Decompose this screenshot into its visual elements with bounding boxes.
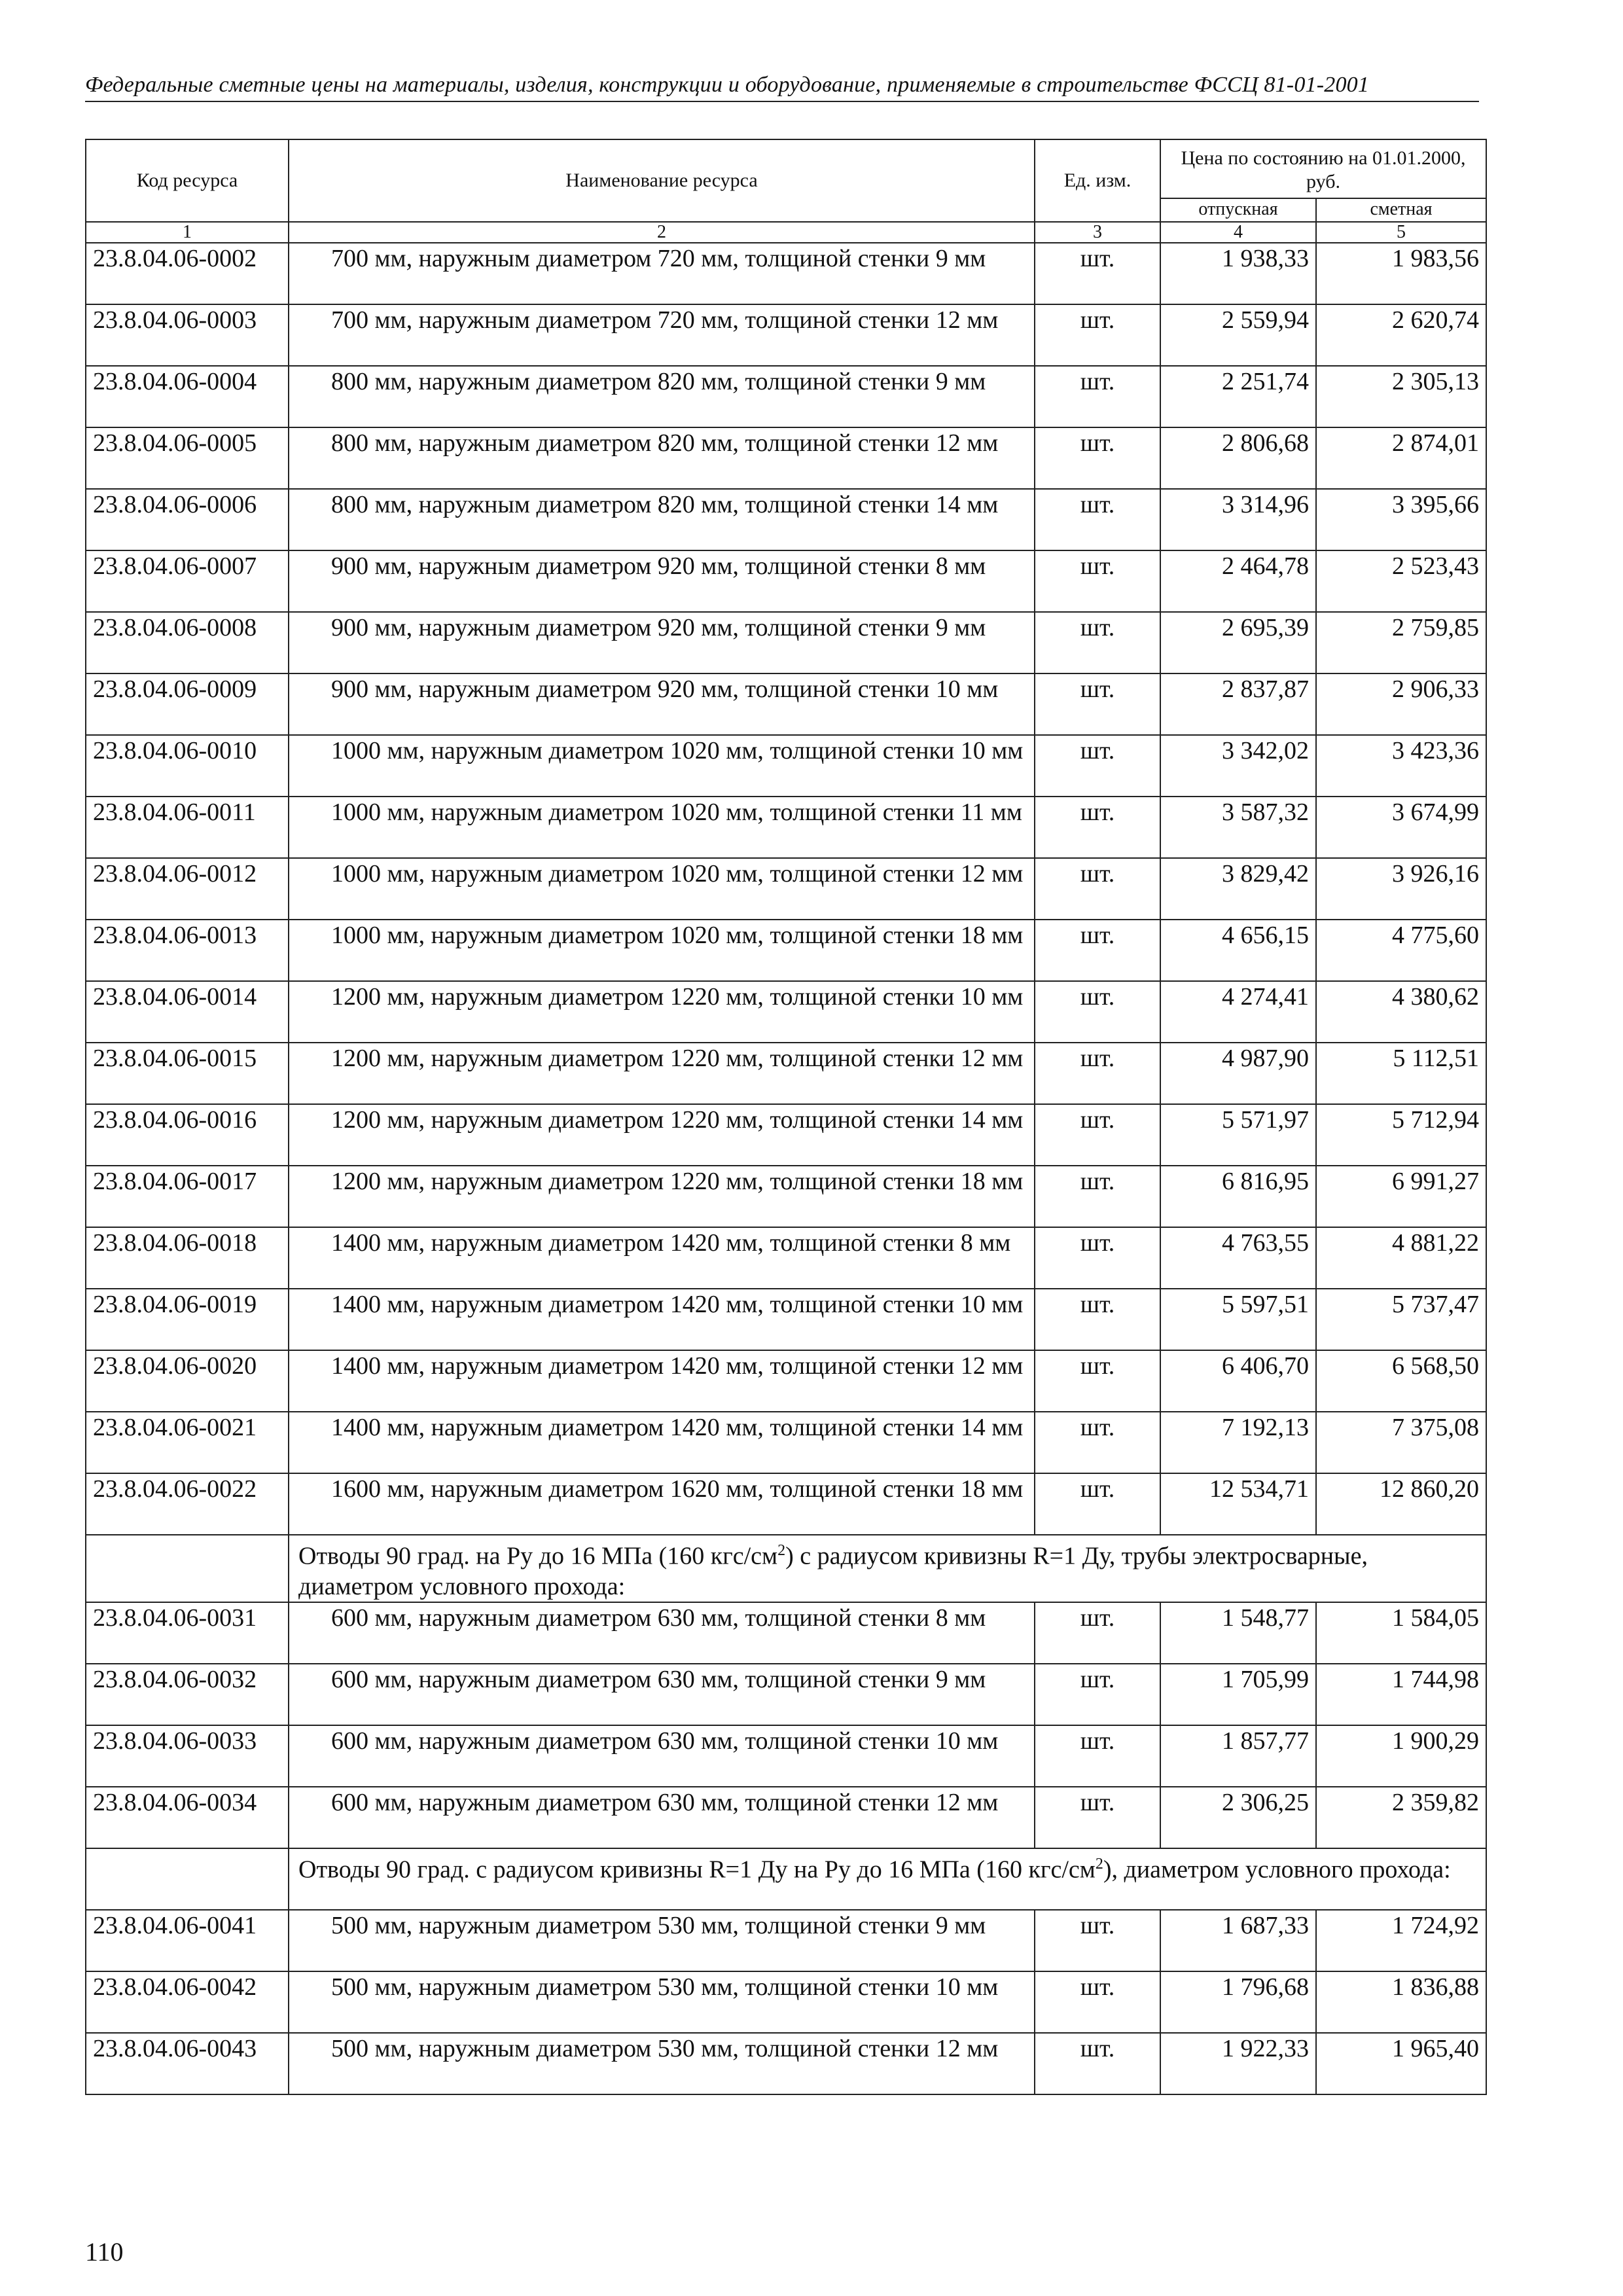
- resource-code: 23.8.04.06-0005: [86, 427, 289, 489]
- group-heading-row: [86, 1535, 1486, 1602]
- release-price: 6 816,95: [1160, 1166, 1316, 1227]
- estimate-price: 1 584,05: [1316, 1602, 1486, 1664]
- resource-name: 500 мм, наружным диаметром 530 мм, толщиной стенки 9 мм: [289, 1910, 1035, 1971]
- release-price: 3 829,42: [1160, 858, 1316, 920]
- resource-name: 800 мм, наружным диаметром 820 мм, толщиной стенки 9 мм: [289, 366, 1035, 427]
- resource-code: 23.8.04.06-0016: [86, 1104, 289, 1166]
- estimate-price: 2 620,74: [1316, 304, 1486, 366]
- header-name: Наименование ресурса: [289, 139, 1035, 222]
- table-row: [86, 243, 1486, 304]
- table-row: [86, 735, 1486, 797]
- table-row: [86, 612, 1486, 673]
- unit: шт.: [1035, 920, 1160, 981]
- table-row: [86, 427, 1486, 489]
- unit: шт.: [1035, 612, 1160, 673]
- resource-code: 23.8.04.06-0009: [86, 673, 289, 735]
- estimate-price: 1 965,40: [1316, 2033, 1486, 2094]
- resource-name: 1600 мм, наружным диаметром 1620 мм, толщиной стенки 18 мм: [289, 1473, 1035, 1535]
- resource-name: 1200 мм, наружным диаметром 1220 мм, толщиной стенки 14 мм: [289, 1104, 1035, 1166]
- table-row: [86, 1289, 1486, 1350]
- unit: шт.: [1035, 366, 1160, 427]
- table-row: [86, 1664, 1486, 1725]
- page-number: 110: [85, 2237, 124, 2267]
- release-price: 1 796,68: [1160, 1971, 1316, 2033]
- table-row: [86, 1043, 1486, 1104]
- table-row: [86, 920, 1486, 981]
- table-row: [86, 1412, 1486, 1473]
- estimate-price: 3 926,16: [1316, 858, 1486, 920]
- release-price: 2 695,39: [1160, 612, 1316, 673]
- resource-code: 23.8.04.06-0014: [86, 981, 289, 1043]
- estimate-price: 6 568,50: [1316, 1350, 1486, 1412]
- resource-name: 800 мм, наружным диаметром 820 мм, толщиной стенки 12 мм: [289, 427, 1035, 489]
- resource-name: 1400 мм, наружным диаметром 1420 мм, толщиной стенки 14 мм: [289, 1412, 1035, 1473]
- resource-code: 23.8.04.06-0007: [86, 550, 289, 612]
- table-row: [86, 1725, 1486, 1787]
- release-price: 4 987,90: [1160, 1043, 1316, 1104]
- resource-code: 23.8.04.06-0020: [86, 1350, 289, 1412]
- table-row: [86, 550, 1486, 612]
- resource-code: 23.8.04.06-0042: [86, 1971, 289, 2033]
- column-number: 2: [289, 222, 1035, 243]
- group-heading-text: Отводы 90 град. с радиусом кривизны R=1 Ду на Ру до 16 МПа (160 кгс/см: [298, 1856, 1096, 1884]
- table-row: [86, 1602, 1486, 1664]
- resource-code: 23.8.04.06-0031: [86, 1602, 289, 1664]
- resource-code: 23.8.04.06-0003: [86, 304, 289, 366]
- estimate-price: 2 906,33: [1316, 673, 1486, 735]
- estimate-price: 3 395,66: [1316, 489, 1486, 550]
- resource-code: 23.8.04.06-0012: [86, 858, 289, 920]
- unit: шт.: [1035, 1602, 1160, 1664]
- estimate-price: 5 112,51: [1316, 1043, 1486, 1104]
- unit: шт.: [1035, 427, 1160, 489]
- unit: шт.: [1035, 1787, 1160, 1848]
- table-row: [86, 981, 1486, 1043]
- resource-name: 600 мм, наружным диаметром 630 мм, толщиной стенки 12 мм: [289, 1787, 1035, 1848]
- unit: шт.: [1035, 1412, 1160, 1473]
- estimate-price: 2 523,43: [1316, 550, 1486, 612]
- resource-name: 1400 мм, наружным диаметром 1420 мм, толщиной стенки 12 мм: [289, 1350, 1035, 1412]
- header-estimate-price: сметная: [1316, 198, 1486, 222]
- estimate-price: 5 737,47: [1316, 1289, 1486, 1350]
- resource-name: 1000 мм, наружным диаметром 1020 мм, толщиной стенки 10 мм: [289, 735, 1035, 797]
- release-price: 2 306,25: [1160, 1787, 1316, 1848]
- superscript: 2: [777, 1542, 786, 1559]
- table-row: [86, 304, 1486, 366]
- resource-name: 1200 мм, наружным диаметром 1220 мм, толщиной стенки 12 мм: [289, 1043, 1035, 1104]
- unit: шт.: [1035, 735, 1160, 797]
- estimate-price: 4 881,22: [1316, 1227, 1486, 1289]
- resource-name: 1200 мм, наружным диаметром 1220 мм, толщиной стенки 10 мм: [289, 981, 1035, 1043]
- unit: шт.: [1035, 304, 1160, 366]
- unit: шт.: [1035, 1104, 1160, 1166]
- resource-name: 700 мм, наружным диаметром 720 мм, толщиной стенки 9 мм: [289, 243, 1035, 304]
- unit: шт.: [1035, 673, 1160, 735]
- header-unit: Ед. изм.: [1035, 139, 1160, 222]
- unit: шт.: [1035, 243, 1160, 304]
- estimate-price: 1 836,88: [1316, 1971, 1486, 2033]
- table-row: [86, 673, 1486, 735]
- table-body: [86, 243, 1486, 2094]
- table-row: [86, 1104, 1486, 1166]
- resource-name: 1000 мм, наружным диаметром 1020 мм, толщиной стенки 11 мм: [289, 797, 1035, 858]
- resource-code: 23.8.04.06-0041: [86, 1910, 289, 1971]
- table-row: [86, 1971, 1486, 2033]
- resource-name: 900 мм, наружным диаметром 920 мм, толщиной стенки 9 мм: [289, 612, 1035, 673]
- release-price: 2 559,94: [1160, 304, 1316, 366]
- resource-code: 23.8.04.06-0034: [86, 1787, 289, 1848]
- release-price: 4 656,15: [1160, 920, 1316, 981]
- unit: шт.: [1035, 797, 1160, 858]
- table-row: [86, 858, 1486, 920]
- superscript: 2: [1095, 1855, 1103, 1873]
- estimate-price: 2 874,01: [1316, 427, 1486, 489]
- release-price: 12 534,71: [1160, 1473, 1316, 1535]
- release-price: 1 705,99: [1160, 1664, 1316, 1725]
- resource-code: 23.8.04.06-0019: [86, 1289, 289, 1350]
- empty-code-cell: [86, 1848, 289, 1910]
- release-price: 1 938,33: [1160, 243, 1316, 304]
- estimate-price: 12 860,20: [1316, 1473, 1486, 1535]
- column-number: 1: [86, 222, 289, 243]
- estimate-price: 7 375,08: [1316, 1412, 1486, 1473]
- resource-name: 1400 мм, наружным диаметром 1420 мм, толщиной стенки 10 мм: [289, 1289, 1035, 1350]
- resource-code: 23.8.04.06-0011: [86, 797, 289, 858]
- estimate-price: 4 380,62: [1316, 981, 1486, 1043]
- column-number: 3: [1035, 222, 1160, 243]
- resource-name: 600 мм, наружным диаметром 630 мм, толщиной стенки 10 мм: [289, 1725, 1035, 1787]
- resource-name: 1400 мм, наружным диаметром 1420 мм, толщиной стенки 8 мм: [289, 1227, 1035, 1289]
- table-row: [86, 366, 1486, 427]
- table-row: [86, 1787, 1486, 1848]
- table-row: [86, 1473, 1486, 1535]
- resource-code: 23.8.04.06-0002: [86, 243, 289, 304]
- unit: шт.: [1035, 1350, 1160, 1412]
- unit: шт.: [1035, 1227, 1160, 1289]
- unit: шт.: [1035, 981, 1160, 1043]
- resource-name: 600 мм, наружным диаметром 630 мм, толщиной стенки 8 мм: [289, 1602, 1035, 1664]
- group-heading-text: Отводы 90 град. на Ру до 16 МПа (160 кгс/см: [298, 1542, 778, 1570]
- release-price: 1 922,33: [1160, 2033, 1316, 2094]
- resource-code: 23.8.04.06-0017: [86, 1166, 289, 1227]
- unit: шт.: [1035, 1725, 1160, 1787]
- estimate-price: 1 724,92: [1316, 1910, 1486, 1971]
- unit: шт.: [1035, 1043, 1160, 1104]
- resource-name: 500 мм, наружным диаметром 530 мм, толщиной стенки 10 мм: [289, 1971, 1035, 2033]
- group-heading-text: ), диаметром условного прохода:: [1103, 1856, 1451, 1884]
- release-price: 3 342,02: [1160, 735, 1316, 797]
- resource-code: 23.8.04.06-0022: [86, 1473, 289, 1535]
- estimate-price: 6 991,27: [1316, 1166, 1486, 1227]
- estimate-price: 1 744,98: [1316, 1664, 1486, 1725]
- resource-name: 900 мм, наружным диаметром 920 мм, толщиной стенки 10 мм: [289, 673, 1035, 735]
- empty-code-cell: [86, 1535, 289, 1602]
- table-row: [86, 2033, 1486, 2094]
- unit: шт.: [1035, 858, 1160, 920]
- release-price: 5 571,97: [1160, 1104, 1316, 1166]
- release-price: 4 763,55: [1160, 1227, 1316, 1289]
- resource-name: 500 мм, наружным диаметром 530 мм, толщиной стенки 12 мм: [289, 2033, 1035, 2094]
- release-price: 2 251,74: [1160, 366, 1316, 427]
- unit: шт.: [1035, 1910, 1160, 1971]
- table-row: [86, 489, 1486, 550]
- resource-code: 23.8.04.06-0018: [86, 1227, 289, 1289]
- release-price: 7 192,13: [1160, 1412, 1316, 1473]
- release-price: 6 406,70: [1160, 1350, 1316, 1412]
- release-price: 2 837,87: [1160, 673, 1316, 735]
- estimate-price: 5 712,94: [1316, 1104, 1486, 1166]
- header-release-price: отпускная: [1160, 198, 1316, 222]
- release-price: 1 857,77: [1160, 1725, 1316, 1787]
- resource-name: 600 мм, наружным диаметром 630 мм, толщиной стенки 9 мм: [289, 1664, 1035, 1725]
- resource-code: 23.8.04.06-0008: [86, 612, 289, 673]
- unit: шт.: [1035, 1664, 1160, 1725]
- resource-code: 23.8.04.06-0032: [86, 1664, 289, 1725]
- estimate-price: 4 775,60: [1316, 920, 1486, 981]
- unit: шт.: [1035, 1289, 1160, 1350]
- release-price: 2 464,78: [1160, 550, 1316, 612]
- resource-code: 23.8.04.06-0013: [86, 920, 289, 981]
- unit: шт.: [1035, 2033, 1160, 2094]
- release-price: 3 587,32: [1160, 797, 1316, 858]
- table-row: [86, 1227, 1486, 1289]
- estimate-price: 2 359,82: [1316, 1787, 1486, 1848]
- release-price: 1 548,77: [1160, 1602, 1316, 1664]
- header-price: Цена по состоянию на 01.01.2000, руб.: [1160, 139, 1486, 198]
- resource-code: 23.8.04.06-0004: [86, 366, 289, 427]
- resource-name: 900 мм, наружным диаметром 920 мм, толщиной стенки 8 мм: [289, 550, 1035, 612]
- table-row: [86, 1166, 1486, 1227]
- estimate-price: 2 759,85: [1316, 612, 1486, 673]
- release-price: 4 274,41: [1160, 981, 1316, 1043]
- unit: шт.: [1035, 1473, 1160, 1535]
- unit: шт.: [1035, 1166, 1160, 1227]
- release-price: 5 597,51: [1160, 1289, 1316, 1350]
- unit: шт.: [1035, 1971, 1160, 2033]
- resource-code: 23.8.04.06-0010: [86, 735, 289, 797]
- running-header: Федеральные сметные цены на материалы, изделия, конструкции и оборудование, применяемые в строительстве ФССЦ 81-01-2001: [85, 71, 1479, 102]
- group-heading-text: ) с радиусом кривизны R=1 Ду, трубы электросварные, диаметром условного прохода:: [298, 1542, 1368, 1600]
- resource-code: 23.8.04.06-0015: [86, 1043, 289, 1104]
- release-price: 2 806,68: [1160, 427, 1316, 489]
- resource-code: 23.8.04.06-0043: [86, 2033, 289, 2094]
- group-heading-row: [86, 1848, 1486, 1910]
- estimate-price: 3 423,36: [1316, 735, 1486, 797]
- resource-name: 1000 мм, наружным диаметром 1020 мм, толщиной стенки 12 мм: [289, 858, 1035, 920]
- resource-code: 23.8.04.06-0021: [86, 1412, 289, 1473]
- column-number: 4: [1160, 222, 1316, 243]
- price-table: [85, 139, 1487, 2095]
- column-number-row: [86, 222, 1486, 243]
- estimate-price: 1 983,56: [1316, 243, 1486, 304]
- unit: шт.: [1035, 489, 1160, 550]
- group-heading: [289, 1535, 1486, 1602]
- resource-name: 1000 мм, наружным диаметром 1020 мм, толщиной стенки 18 мм: [289, 920, 1035, 981]
- resource-name: 700 мм, наружным диаметром 720 мм, толщиной стенки 12 мм: [289, 304, 1035, 366]
- resource-code: 23.8.04.06-0033: [86, 1725, 289, 1787]
- header-code: Код ресурса: [86, 139, 289, 222]
- estimate-price: 3 674,99: [1316, 797, 1486, 858]
- resource-name: 800 мм, наружным диаметром 820 мм, толщиной стенки 14 мм: [289, 489, 1035, 550]
- unit: шт.: [1035, 550, 1160, 612]
- group-heading: [289, 1848, 1486, 1910]
- release-price: 1 687,33: [1160, 1910, 1316, 1971]
- resource-name: 1200 мм, наружным диаметром 1220 мм, толщиной стенки 18 мм: [289, 1166, 1035, 1227]
- table-row: [86, 797, 1486, 858]
- estimate-price: 2 305,13: [1316, 366, 1486, 427]
- column-number: 5: [1316, 222, 1486, 243]
- resource-code: 23.8.04.06-0006: [86, 489, 289, 550]
- table-row: [86, 1910, 1486, 1971]
- table-row: [86, 1350, 1486, 1412]
- estimate-price: 1 900,29: [1316, 1725, 1486, 1787]
- release-price: 3 314,96: [1160, 489, 1316, 550]
